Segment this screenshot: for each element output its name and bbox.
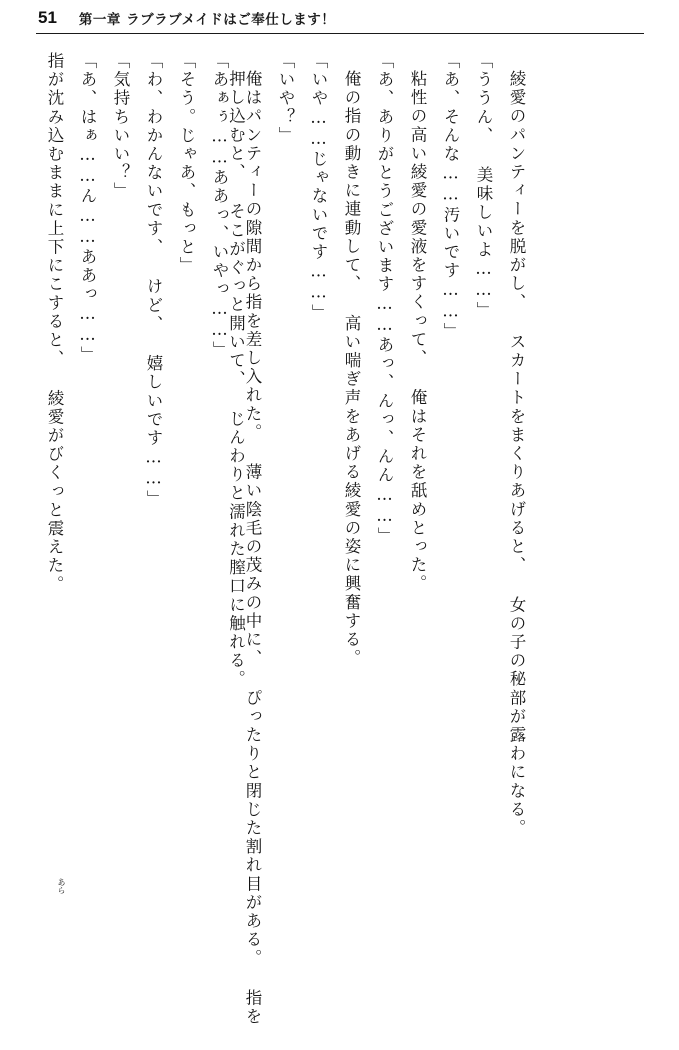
text-column: 俺の指の動きに連動して、 高い喘ぎ声をあげる綾愛の姿に興奮する。 [342,70,361,668]
text-column: 「ううん、 美味しいよ……」 [474,52,493,320]
page-header [0,0,679,36]
text-column: 「そう。じゃあ、もっと」 [177,52,196,276]
text-column: 「わ、わかんないです、 けど、 嬉しいです……」 [144,52,163,509]
vertical-text-body [29,52,649,1027]
text-column: 「いや……じゃないです……」 [309,52,328,323]
text-column: 「気持ちいい？」 [111,52,130,201]
text-column: 俺はパンティーの隙間から指を差し入れた。 薄い陰毛の茂みの中に、 ぴったりと閉じた割れ目がある。 指を押し込むと、 そこがぐっと開いて、 じんわりと濡れた膣口に触れる。 [226,70,262,1027]
text-column: 粘性の高い綾愛の愛液をすくって、 俺はそれを舐めとった。 [408,70,427,594]
text-column: 綾愛のパンティーを脱がし、 スカートをまくりあげると、 女の子の秘部が露わになる。 [507,70,526,838]
text-column: 指が沈み込むままに上下にこすると、 綾愛がびくっと震えた。 [45,52,64,594]
header-divider [36,33,644,34]
text-column: 「あぁぅ……ああっ、いやっ……」 [210,52,229,360]
text-column: 「あ、そんな……汚いです……」 [441,52,460,341]
text-column: 「いや？」 [276,52,295,145]
page-number: 51 [38,8,57,27]
chapter-title: 第一章 ラブラブメイドはご奉仕します！ [78,12,336,28]
ruby-annotation: あら [57,878,66,894]
text-column: 「あ、はぁ……ん……ああっ……」 [78,52,97,365]
text-column: 「あ、ありがとうございます……あっ、んっ、んん……」 [375,52,394,546]
